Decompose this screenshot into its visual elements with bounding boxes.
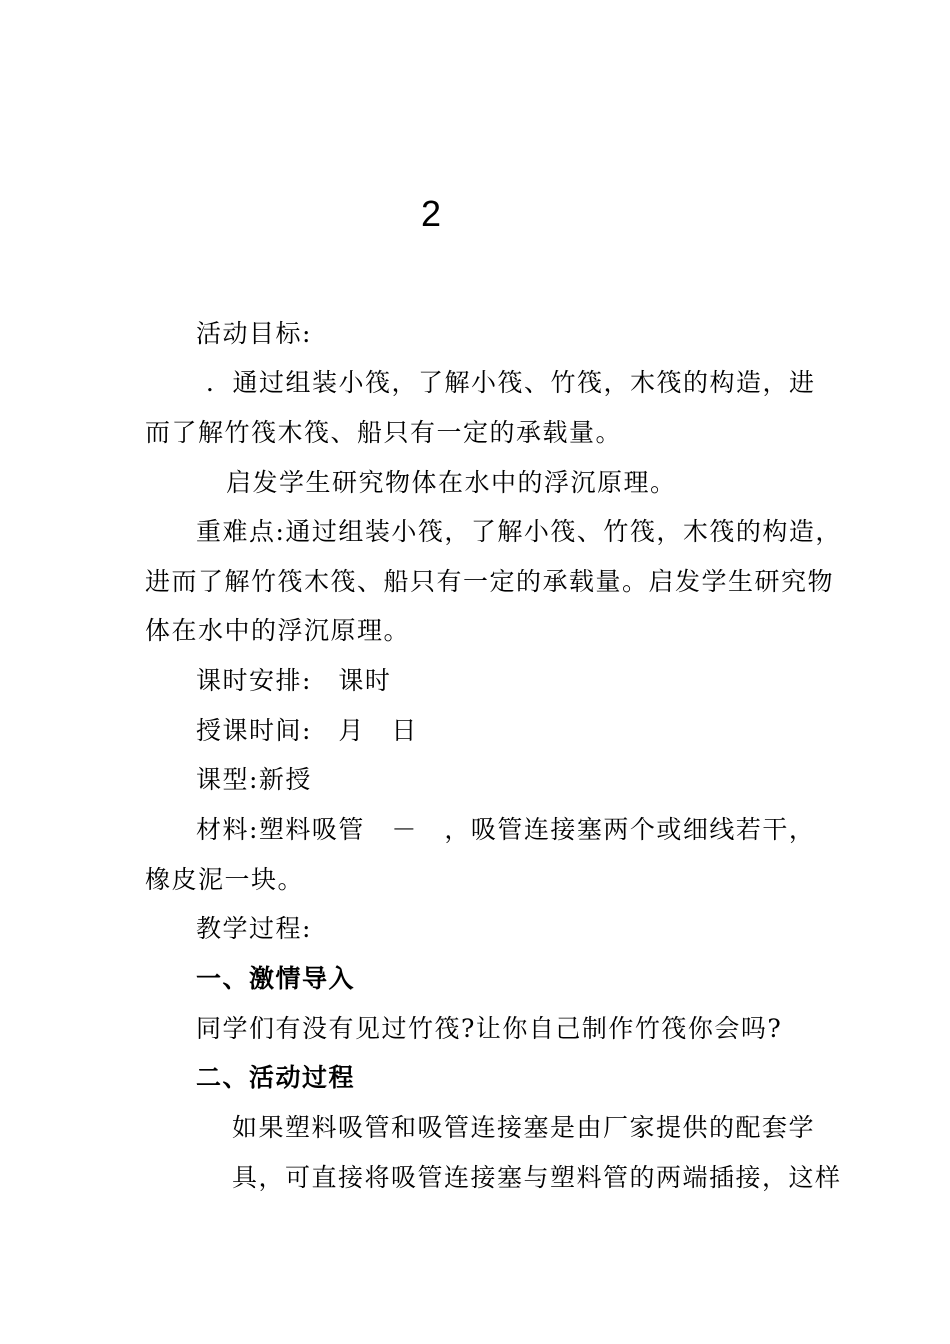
section-intro-heading: 一、激情导入 bbox=[196, 964, 356, 993]
activity-paragraph-line-1: 如果塑料吸管和吸管连接塞是由厂家提供的配套学 bbox=[232, 1113, 816, 1142]
section-activity-heading: 二、活动过程 bbox=[196, 1063, 356, 1092]
key-points-line-2: 进而了解竹筏木筏、船只有一定的承载量。启发学生研究物 bbox=[145, 567, 835, 596]
heading-activity-goals: 活动目标: bbox=[196, 319, 312, 348]
goal-1-line-2: 而了解竹筏木筏、船只有一定的承载量。 bbox=[145, 418, 623, 447]
page-number: 2 bbox=[420, 193, 442, 234]
materials-line-2: 橡皮泥一块。 bbox=[145, 865, 305, 894]
lesson-type: 课型:新授 bbox=[196, 765, 312, 794]
key-points-line-1: 重难点:通过组装小筏，了解小筏、竹筏，木筏的构造， bbox=[196, 517, 842, 546]
lesson-arrangement: 课时安排: 课时 bbox=[196, 666, 392, 695]
heading-teaching-process: 教学过程: bbox=[196, 914, 312, 943]
goal-1-line-1: ．通过组装小筏，了解小筏、竹筏，木筏的构造，进 bbox=[206, 368, 816, 397]
intro-question: 同学们有没有见过竹筏?让你自己制作竹筏你会吗? bbox=[196, 1014, 783, 1043]
key-points-line-3: 体在水中的浮沉原理。 bbox=[145, 616, 411, 645]
teaching-time: 授课时间: 月 日 bbox=[196, 716, 418, 745]
materials-line-1: 材料:塑料吸管 － ，吸管连接塞两个或细线若干， bbox=[196, 815, 816, 844]
goal-2: 启发学生研究物体在水中的浮沉原理。 bbox=[226, 468, 677, 497]
activity-paragraph-line-2: 具，可直接将吸管连接塞与塑料管的两端插接，这样 bbox=[232, 1163, 842, 1192]
